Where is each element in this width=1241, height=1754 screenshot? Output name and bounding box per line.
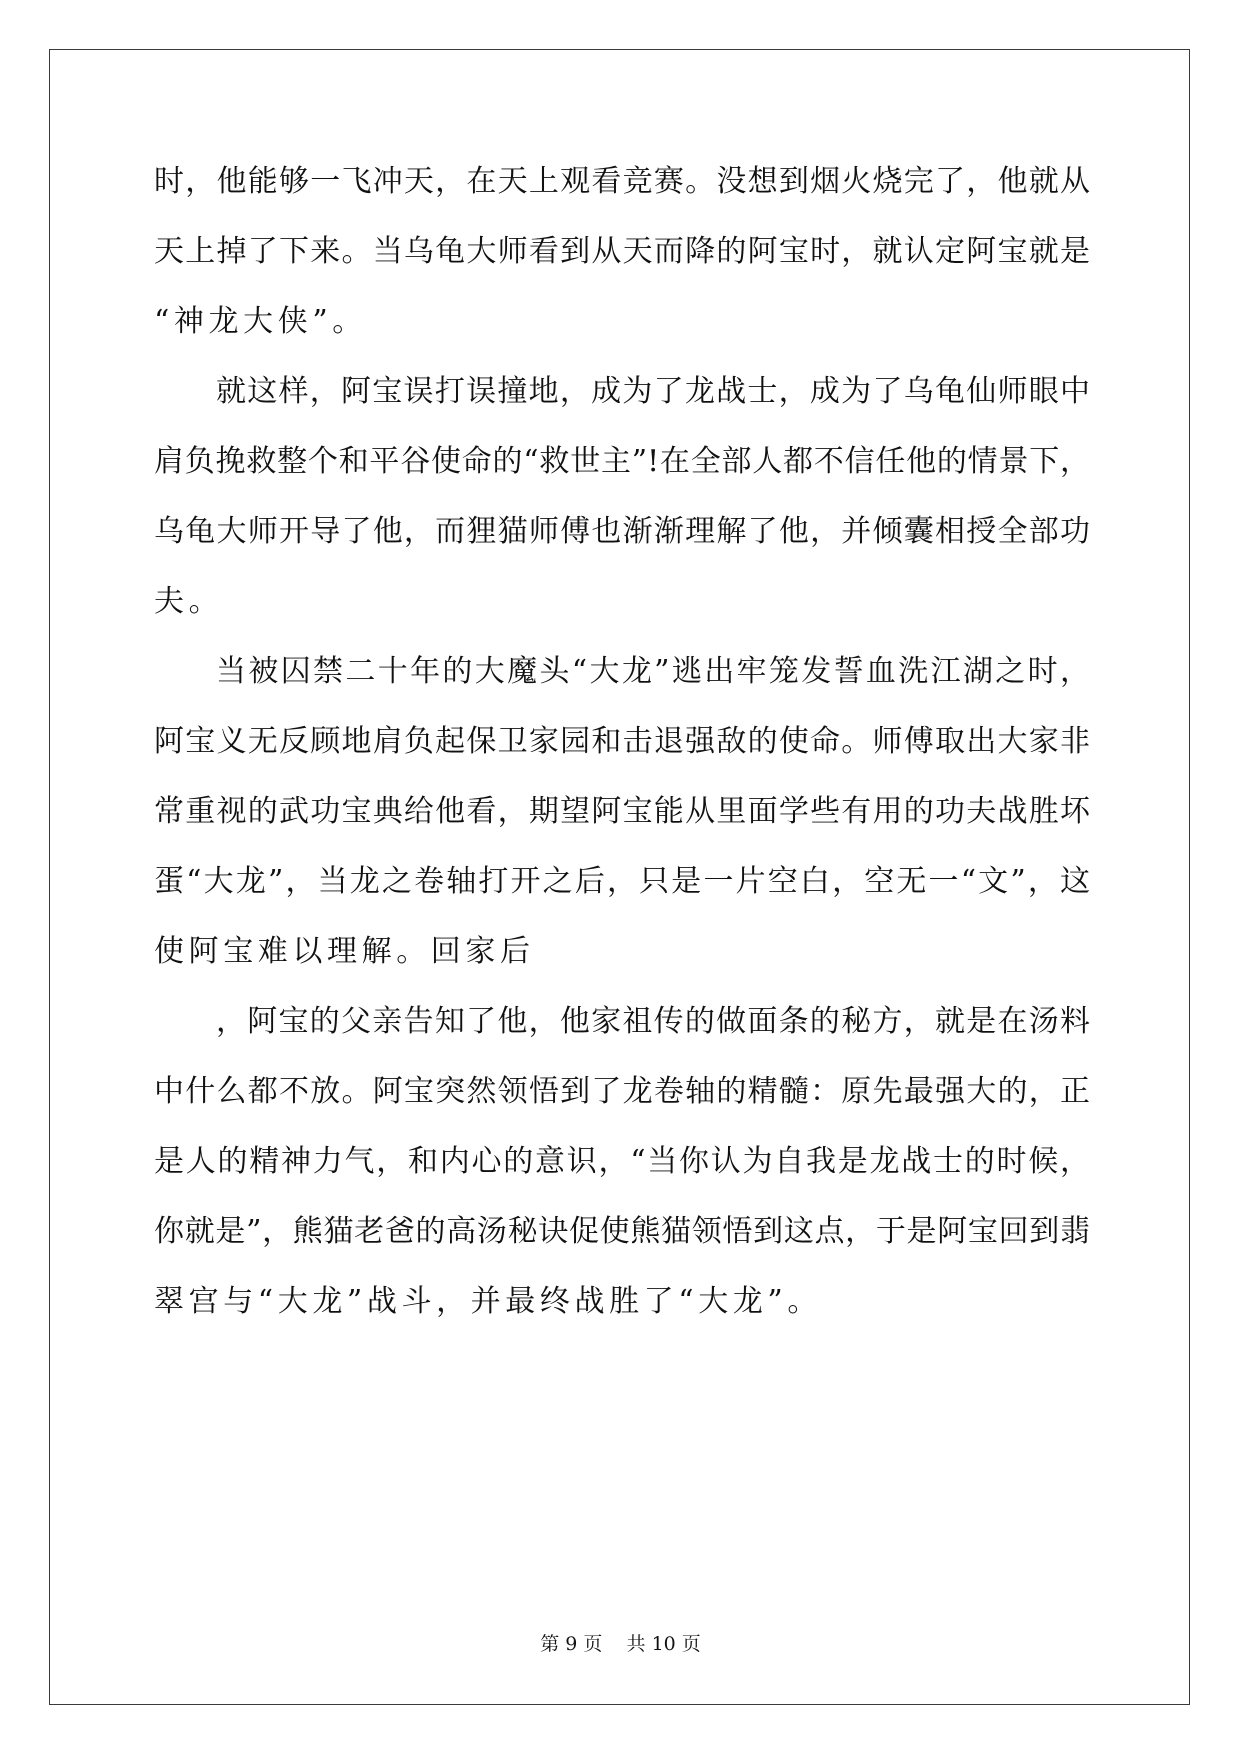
text-line: ，阿宝的父亲告知了他，他家祖传的做面条的秘方，就是在汤料 <box>216 1004 1090 1039</box>
text-line: 是人的精神力气，和内心的意识，“当你认为自我是龙战士的时候， <box>154 1144 1090 1179</box>
page-number: 第 9 页 共 10 页 <box>540 1633 701 1655</box>
text-line: 天上掉了下来。当乌龟大师看到从天而降的阿宝时，就认定阿宝就是 <box>154 234 1090 269</box>
text-line: 就这样，阿宝误打误撞地，成为了龙战士，成为了乌龟仙师眼中 <box>216 374 1090 409</box>
text-line: 肩负挽救整个和平谷使命的“救世主”!在全部人都不信任他的情景下， <box>154 444 1090 479</box>
text-line: 你就是”，熊猫老爸的高汤秘诀促使熊猫领悟到这点，于是阿宝回到翡 <box>154 1214 1090 1249</box>
text-line: 蛋“大龙”，当龙之卷轴打开之后，只是一片空白，空无一“文”，这 <box>154 864 1090 899</box>
text-line: 时，他能够一飞冲天，在天上观看竞赛。没想到烟火烧完了，他就从 <box>154 164 1090 199</box>
text-line: 夫。 <box>154 584 224 619</box>
text-line: 常重视的武功宝典给他看，期望阿宝能从里面学些有用的功夫战胜坏 <box>154 794 1090 829</box>
text-line: “神龙大侠”。 <box>154 304 367 339</box>
text-line: 中什么都不放。阿宝突然领悟到了龙卷轴的精髓：原先最强大的，正 <box>154 1074 1090 1109</box>
text-line: 使阿宝难以理解。回家后 <box>154 934 535 969</box>
text-line: 阿宝义无反顾地肩负起保卫家园和击退强敌的使命。师傅取出大家非 <box>154 724 1090 759</box>
text-line: 翠宫与“大龙”战斗，并最终战胜了“大龙”。 <box>154 1284 822 1319</box>
text-line: 当被囚禁二十年的大魔头“大龙”逃出牢笼发誓血洗江湖之时， <box>216 654 1090 689</box>
text-line: 乌龟大师开导了他，而狸猫师傅也渐渐理解了他，并倾囊相授全部功 <box>154 514 1090 549</box>
